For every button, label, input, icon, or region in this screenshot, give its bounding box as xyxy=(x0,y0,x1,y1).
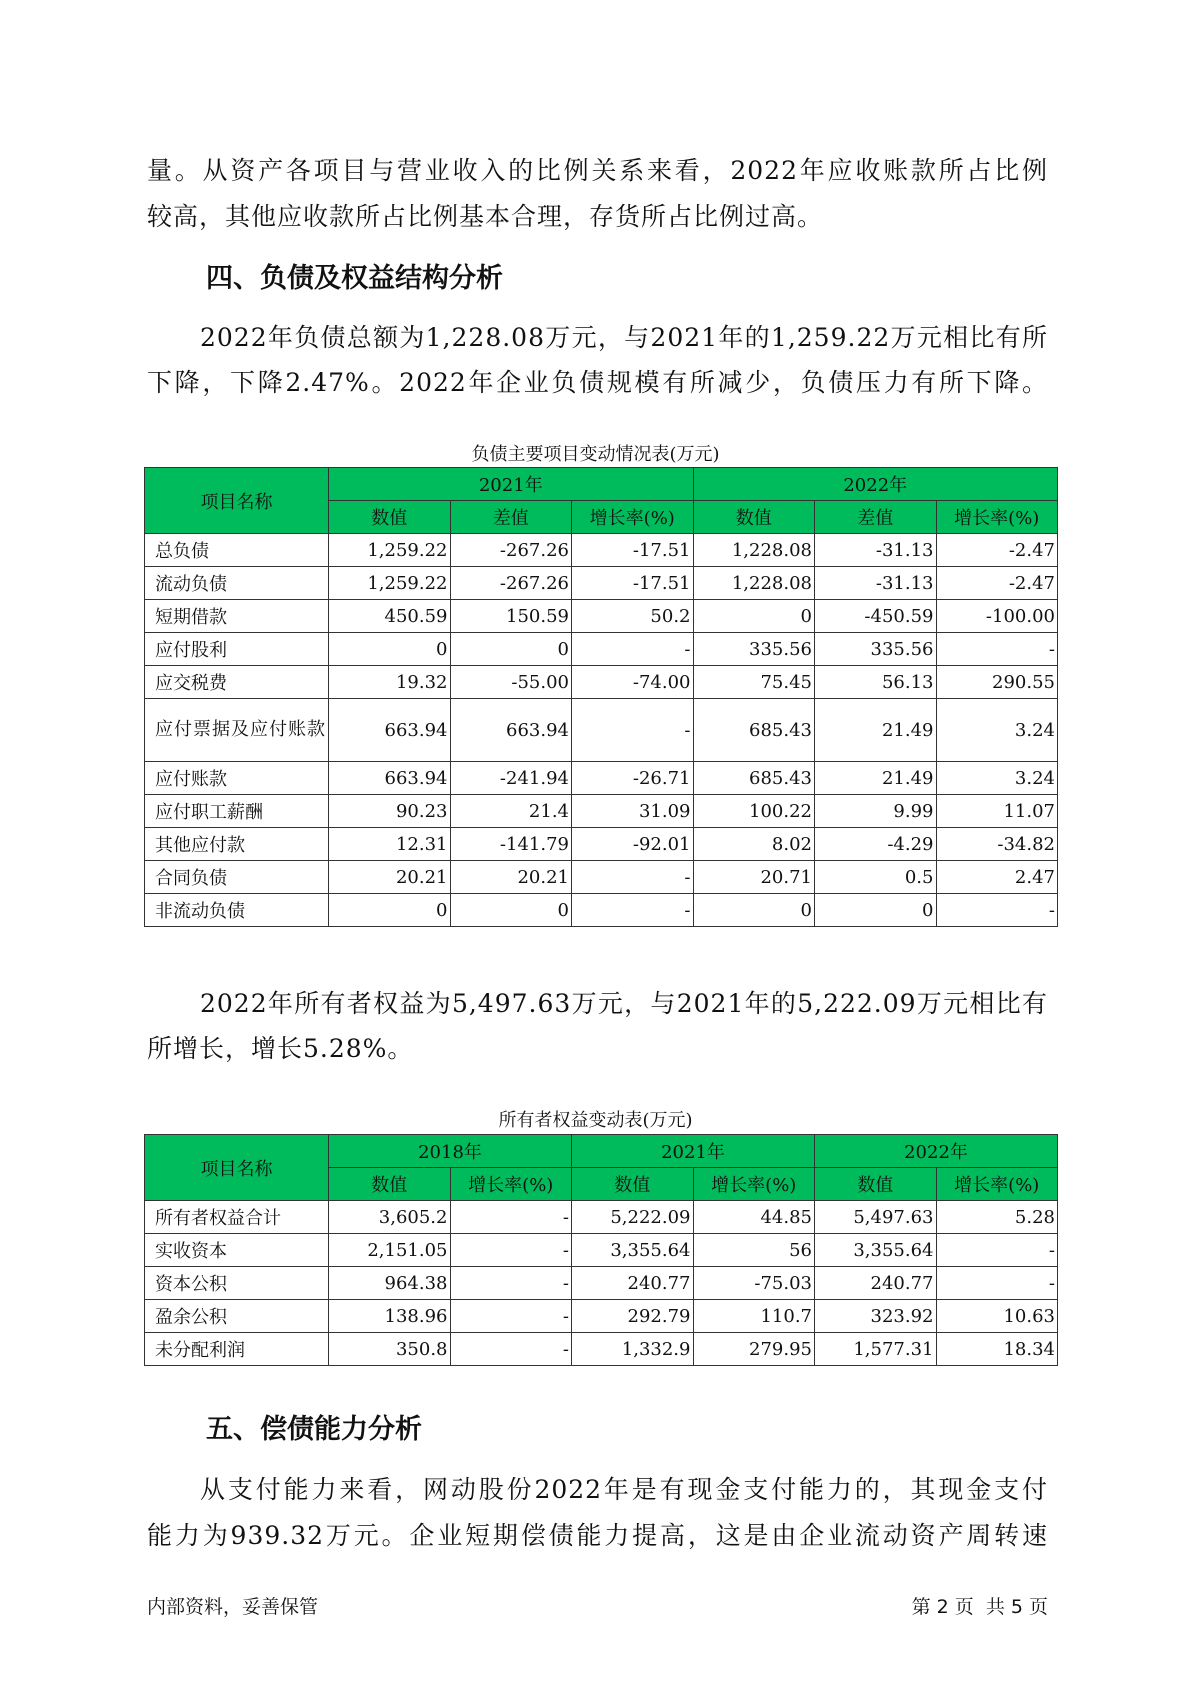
cell-value: -17.51 xyxy=(572,567,694,600)
text-line: 所增长，增长5.28%。 xyxy=(147,1034,414,1063)
row-label: 合同负债 xyxy=(145,861,329,894)
cell-value: -4.29 xyxy=(815,828,937,861)
cell-value: 1,577.31 xyxy=(815,1333,937,1366)
table2-caption: 所有者权益变动表(万元) xyxy=(498,1110,693,1131)
cell-value: 3,355.64 xyxy=(572,1234,694,1267)
column-header: 数值 xyxy=(572,1168,694,1201)
cell-value: 335.56 xyxy=(693,633,815,666)
table-row xyxy=(145,1201,1058,1234)
cell-value: 350.8 xyxy=(329,1333,451,1366)
row-label: 非流动负债 xyxy=(145,894,329,927)
cell-value: -141.79 xyxy=(450,828,572,861)
column-header: 数值 xyxy=(693,501,815,534)
cell-value: -100.00 xyxy=(936,600,1058,633)
section-heading-4: 四、负债及权益结构分析 xyxy=(206,263,503,294)
table-row xyxy=(145,600,1058,633)
paragraph-solvency-2 xyxy=(147,1513,1048,1559)
cell-value: - xyxy=(936,894,1058,927)
cell-value: 56 xyxy=(693,1234,815,1267)
cell-value: 150.59 xyxy=(450,600,572,633)
cell-value: 75.45 xyxy=(693,666,815,699)
column-header: 数值 xyxy=(329,1168,451,1201)
row-label: 应交税费 xyxy=(145,666,329,699)
cell-value: - xyxy=(572,633,694,666)
paragraph-equity-1 xyxy=(200,981,1048,1027)
cell-value: 0 xyxy=(450,633,572,666)
cell-value: -267.26 xyxy=(450,534,572,567)
cell-value: -2.47 xyxy=(936,534,1058,567)
section-heading-5: 五、偿债能力分析 xyxy=(206,1414,422,1445)
cell-value: 663.94 xyxy=(329,762,451,795)
cell-value: 964.38 xyxy=(329,1267,451,1300)
cell-value: 5.28 xyxy=(936,1201,1058,1234)
row-label: 总负债 xyxy=(145,534,329,567)
cell-value: - xyxy=(450,1300,572,1333)
year-header: 2018年 xyxy=(329,1135,572,1168)
cell-value: 11.07 xyxy=(936,795,1058,828)
text-line: 2022年负债总额为1,228.08万元，与2021年的1,259.22万元相比有所 xyxy=(200,323,1048,352)
table-row xyxy=(145,1300,1058,1333)
cell-value: 290.55 xyxy=(936,666,1058,699)
text-line: 能力为939.32万元。企业短期偿债能力提高，这是由企业流动资产周转速 xyxy=(147,1521,1048,1550)
cell-value: 21.4 xyxy=(450,795,572,828)
cell-value: 335.56 xyxy=(815,633,937,666)
cell-value: 1,228.08 xyxy=(693,534,815,567)
cell-value: - xyxy=(450,1234,572,1267)
cell-value: 21.49 xyxy=(815,699,937,762)
cell-value: 110.7 xyxy=(693,1300,815,1333)
cell-value: 3.24 xyxy=(936,699,1058,762)
row-label: 资本公积 xyxy=(145,1267,329,1300)
cell-value: 0 xyxy=(329,633,451,666)
table-row xyxy=(145,828,1058,861)
cell-value: 19.32 xyxy=(329,666,451,699)
cell-value: -241.94 xyxy=(450,762,572,795)
cell-value: 18.34 xyxy=(936,1333,1058,1366)
column-header: 数值 xyxy=(815,1168,937,1201)
cell-value: 685.43 xyxy=(693,762,815,795)
equity-table xyxy=(144,1134,1058,1366)
table-row xyxy=(145,1267,1058,1300)
column-header: 差值 xyxy=(450,501,572,534)
text-line: 较高，其他应收款所占比例基本合理，存货所占比例过高。 xyxy=(147,202,824,231)
cell-value: 44.85 xyxy=(693,1201,815,1234)
cell-value: 1,332.9 xyxy=(572,1333,694,1366)
table-row xyxy=(145,795,1058,828)
cell-value: -55.00 xyxy=(450,666,572,699)
table-row xyxy=(145,861,1058,894)
paragraph-equity-2 xyxy=(147,1026,1048,1072)
table-row xyxy=(145,1234,1058,1267)
cell-value: 9.99 xyxy=(815,795,937,828)
cell-value: 3,355.64 xyxy=(815,1234,937,1267)
cell-value: - xyxy=(572,894,694,927)
cell-value: 0 xyxy=(693,600,815,633)
row-label: 未分配利润 xyxy=(145,1333,329,1366)
cell-value: 20.21 xyxy=(329,861,451,894)
text-line: 量。从资产各项目与营业收入的比例关系来看，2022年应收账款所占比例 xyxy=(147,156,1048,185)
cell-value: - xyxy=(572,699,694,762)
cell-value: - xyxy=(936,1267,1058,1300)
cell-value: 0 xyxy=(329,894,451,927)
column-header: 差值 xyxy=(815,501,937,534)
cell-value: 663.94 xyxy=(450,699,572,762)
cell-value: - xyxy=(450,1333,572,1366)
row-label: 盈余公积 xyxy=(145,1300,329,1333)
column-header: 数值 xyxy=(329,501,451,534)
cell-value: 0 xyxy=(450,894,572,927)
column-header: 增长率(%) xyxy=(936,1168,1058,1201)
table-row xyxy=(145,534,1058,567)
cell-value: 5,222.09 xyxy=(572,1201,694,1234)
row-label: 其他应付款 xyxy=(145,828,329,861)
cell-value: - xyxy=(572,861,694,894)
year-header: 2022年 xyxy=(815,1135,1058,1168)
cell-value: 90.23 xyxy=(329,795,451,828)
table-row xyxy=(145,762,1058,795)
item-header: 项目名称 xyxy=(145,468,329,534)
cell-value: - xyxy=(450,1267,572,1300)
row-label: 应付股利 xyxy=(145,633,329,666)
text-line: 从支付能力来看，网动股份2022年是有现金支付能力的，其现金支付 xyxy=(200,1475,1048,1504)
cell-value: 240.77 xyxy=(572,1267,694,1300)
cell-value: - xyxy=(936,1234,1058,1267)
cell-value: - xyxy=(936,633,1058,666)
year-header: 2022年 xyxy=(693,468,1058,501)
paragraph-liabilities-2 xyxy=(147,360,1048,406)
column-header: 增长率(%) xyxy=(936,501,1058,534)
table-row xyxy=(145,567,1058,600)
column-header: 增长率(%) xyxy=(572,501,694,534)
cell-value: 50.2 xyxy=(572,600,694,633)
cell-value: 1,228.08 xyxy=(693,567,815,600)
cell-value: 8.02 xyxy=(693,828,815,861)
cell-value: -31.13 xyxy=(815,567,937,600)
cell-value: 323.92 xyxy=(815,1300,937,1333)
cell-value: 138.96 xyxy=(329,1300,451,1333)
row-label: 所有者权益合计 xyxy=(145,1201,329,1234)
cell-value: 0.5 xyxy=(815,861,937,894)
row-label: 短期借款 xyxy=(145,600,329,633)
cell-value: 10.63 xyxy=(936,1300,1058,1333)
footer-page-number: 第 2 页 共 5 页 xyxy=(911,1596,1048,1618)
cell-value: -26.71 xyxy=(572,762,694,795)
item-header: 项目名称 xyxy=(145,1135,329,1201)
table-row xyxy=(145,633,1058,666)
cell-value: 3,605.2 xyxy=(329,1201,451,1234)
cell-value: 0 xyxy=(815,894,937,927)
cell-value: 450.59 xyxy=(329,600,451,633)
year-header: 2021年 xyxy=(572,1135,815,1168)
cell-value: 5,497.63 xyxy=(815,1201,937,1234)
cell-value: 20.71 xyxy=(693,861,815,894)
cell-value: -17.51 xyxy=(572,534,694,567)
table-row xyxy=(145,1333,1058,1366)
footer-confidential: 内部资料，妥善保管 xyxy=(147,1596,319,1618)
table-row xyxy=(145,699,1058,762)
cell-value: 56.13 xyxy=(815,666,937,699)
cell-value: 2.47 xyxy=(936,861,1058,894)
cell-value: 2,151.05 xyxy=(329,1234,451,1267)
row-label: 应付账款 xyxy=(145,762,329,795)
paragraph-assets-2 xyxy=(147,194,1048,240)
cell-value: -34.82 xyxy=(936,828,1058,861)
cell-value: -450.59 xyxy=(815,600,937,633)
row-label: 应付票据及应付账款 xyxy=(145,699,329,762)
row-label: 流动负债 xyxy=(145,567,329,600)
cell-value: -267.26 xyxy=(450,567,572,600)
cell-value: 292.79 xyxy=(572,1300,694,1333)
paragraph-solvency-1 xyxy=(200,1467,1048,1513)
text-line: 2022年所有者权益为5,497.63万元，与2021年的5,222.09万元相比有 xyxy=(200,989,1048,1018)
row-label: 实收资本 xyxy=(145,1234,329,1267)
cell-value: 100.22 xyxy=(693,795,815,828)
cell-value: 31.09 xyxy=(572,795,694,828)
column-header: 增长率(%) xyxy=(450,1168,572,1201)
year-header: 2021年 xyxy=(329,468,694,501)
table-row xyxy=(145,666,1058,699)
table1-caption: 负债主要项目变动情况表(万元) xyxy=(471,444,720,465)
cell-value: -31.13 xyxy=(815,534,937,567)
liabilities-table xyxy=(144,467,1058,927)
cell-value: 0 xyxy=(693,894,815,927)
cell-value: -74.00 xyxy=(572,666,694,699)
cell-value: -75.03 xyxy=(693,1267,815,1300)
cell-value: 21.49 xyxy=(815,762,937,795)
cell-value: 663.94 xyxy=(329,699,451,762)
paragraph-assets-1 xyxy=(147,148,1048,194)
cell-value: 685.43 xyxy=(693,699,815,762)
cell-value: 1,259.22 xyxy=(329,567,451,600)
cell-value: 20.21 xyxy=(450,861,572,894)
cell-value: 1,259.22 xyxy=(329,534,451,567)
cell-value: 279.95 xyxy=(693,1333,815,1366)
cell-value: 12.31 xyxy=(329,828,451,861)
cell-value: 240.77 xyxy=(815,1267,937,1300)
paragraph-liabilities-1 xyxy=(200,315,1048,361)
table-row xyxy=(145,894,1058,927)
cell-value: -2.47 xyxy=(936,567,1058,600)
column-header: 增长率(%) xyxy=(693,1168,815,1201)
cell-value: 3.24 xyxy=(936,762,1058,795)
cell-value: - xyxy=(450,1201,572,1234)
cell-value: -92.01 xyxy=(572,828,694,861)
row-label: 应付职工薪酬 xyxy=(145,795,329,828)
text-line: 下降，下降2.47%。2022年企业负债规模有所减少，负债压力有所下降。 xyxy=(147,368,1048,397)
